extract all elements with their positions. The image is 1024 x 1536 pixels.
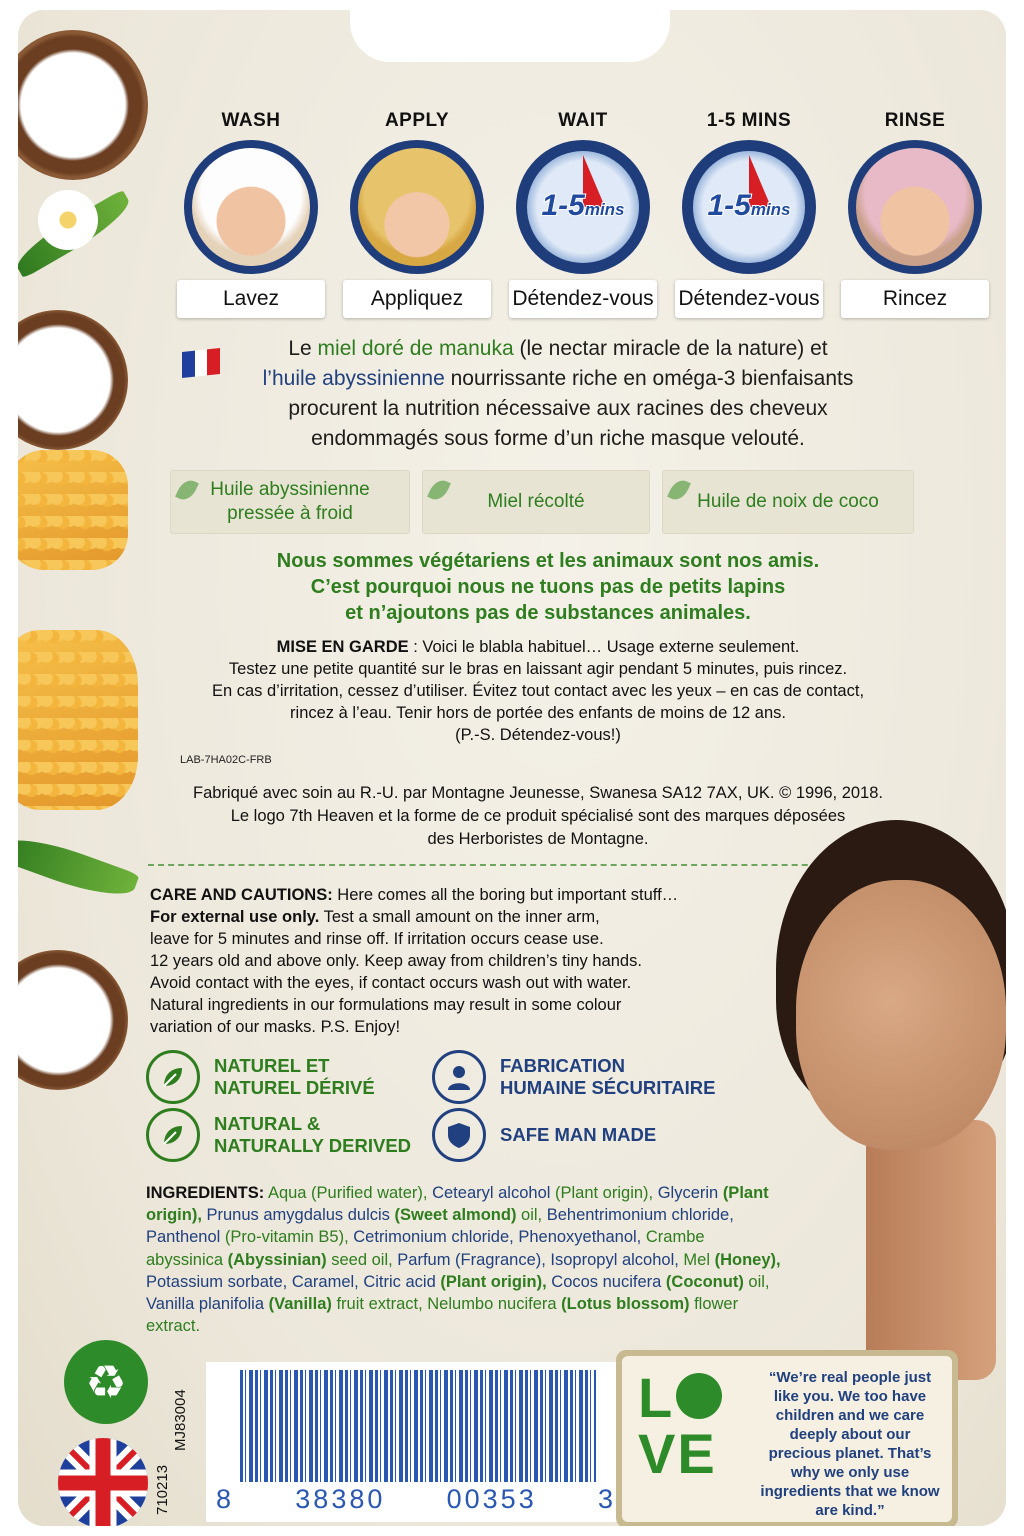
ingredient-text: (Coconut)	[665, 1272, 744, 1291]
leaf-icon	[146, 1108, 200, 1162]
leaf-icon	[146, 1050, 200, 1104]
lab-code: LAB-7HA02C-FRB	[180, 754, 272, 766]
step-heading: RINSE	[884, 110, 946, 131]
ingredient-text: Cocos nucifera	[551, 1272, 666, 1291]
shield-icon	[432, 1108, 486, 1162]
step-wash	[176, 110, 326, 318]
ingredient-text: Vanilla planifolia	[146, 1295, 269, 1314]
ingredient-text: Crambe abyssinica	[146, 1228, 705, 1269]
ingredient-text: oil,	[516, 1206, 543, 1225]
french-caution-text: MISE EN GARDE : Voici le blabla habituel… Usage externe seulement. Testez une petite quantité sur le bras en laissant agir pendant 5 minutes, puis rincez. En cas d’irritation, cessez d’utiliser. Évitez tout contact avec les yeux – en cas de contact, rincez à l’eau. Tenir hors de portée des enfants de moins de 12 ans. (P.-S. Détendez-vous!)	[211, 638, 865, 744]
hang-tab-cutout	[350, 10, 670, 62]
barcode	[206, 1362, 624, 1522]
ingredient-text: flower extract.	[146, 1295, 739, 1336]
timer-text: 1-5mins	[541, 189, 625, 222]
step-label: Rincez	[841, 280, 989, 318]
coconut-image	[18, 30, 148, 180]
step-rinse	[840, 110, 990, 318]
leaf-icon	[427, 477, 451, 504]
step-label: Lavez	[177, 280, 325, 318]
step-heading: APPLY	[384, 110, 450, 131]
badge-safe-man-made: SAFE MAN MADE	[432, 1108, 656, 1162]
ingredient-text: (Plant origin),	[146, 1184, 769, 1225]
ingredient-text: (Plant origin),	[440, 1272, 552, 1291]
step-heading: 1-5 MINS	[706, 110, 792, 131]
step-image	[848, 140, 982, 274]
ingredient-text: Aqua (Purified water),	[264, 1184, 433, 1202]
badge-fabrication: FABRICATION HUMAINE SÉCURITAIRE	[432, 1050, 716, 1104]
ingredient-text: Potassium sorbate, Caramel, Citric acid	[146, 1272, 441, 1291]
ingredient-text: (Lotus blossom)	[561, 1295, 690, 1314]
step-image	[184, 140, 318, 274]
honeycomb-image	[18, 450, 128, 570]
woman-portrait-image	[756, 820, 1006, 1420]
badge-naturel: NATUREL ET NATUREL DÉRIVÉ	[146, 1050, 375, 1104]
barcode-bars	[240, 1370, 596, 1482]
timer-text: 1-5mins	[707, 189, 791, 222]
step-image	[350, 140, 484, 274]
step-label: Détendez-vous	[675, 280, 823, 318]
ingredient-text: Isopropyl alcohol,	[545, 1250, 684, 1269]
person-icon	[432, 1050, 486, 1104]
brand-quote: “We’re real people just like you. We too have children and we care deeply about our precious planet. That’s why we only use ingredients that we know are kind.”	[760, 1369, 940, 1519]
ingredient-text: (Plant origin),	[555, 1184, 654, 1202]
honeycomb-image	[18, 630, 138, 810]
woman-applying-mask-image	[358, 148, 476, 266]
leaf-icon	[667, 477, 691, 504]
step-label: Appliquez	[343, 280, 491, 318]
dashed-divider	[148, 864, 848, 866]
ingredient-text: (Abyssinian)	[227, 1250, 327, 1269]
ingredient-text: Cetrimonium chloride,	[353, 1228, 514, 1247]
step-heading: WAIT	[558, 110, 608, 131]
ingredients-label: INGREDIENTS:	[146, 1184, 265, 1202]
ingredient-text: seed oil,	[326, 1250, 398, 1269]
ingredient-text: Phenoxyethanol,	[513, 1228, 646, 1247]
step-label: Détendez-vous	[509, 280, 657, 318]
coconut-image	[18, 950, 128, 1090]
ingredient-text: Mel	[683, 1250, 715, 1269]
ingredient-text: (Vanilla)	[268, 1295, 332, 1314]
timer-clock-icon	[527, 151, 639, 263]
globe-heart-icon	[676, 1373, 722, 1419]
ingredient-chip: Huile abyssinienne pressée à froid	[170, 470, 410, 534]
product-code: 710213	[154, 1464, 171, 1515]
leaf-image	[18, 827, 140, 907]
ingredient-chip: Huile de noix de coco	[662, 470, 914, 534]
ingredient-text: Behentrimonium chloride, Panthenol	[146, 1206, 734, 1247]
uk-flag-icon	[58, 1438, 148, 1526]
vegetarian-statement: Nous sommes végétariens et les animaux sont nos amis. C’est pourquoi nous ne tuons pas de petits lapins et n’ajoutons pas de substances animales.	[276, 550, 820, 624]
timer-clock-icon	[693, 151, 805, 263]
love-logo: L VE	[638, 1370, 748, 1482]
ingredient-text: (Honey),	[714, 1250, 781, 1269]
love-message-box	[616, 1350, 958, 1526]
ingredients-list	[146, 1182, 786, 1337]
woman-rinsing-hair-image	[856, 148, 974, 266]
step-apply	[342, 110, 492, 318]
product-back-label	[18, 10, 1006, 1526]
step-wait	[508, 110, 658, 318]
ingredient-text: oil,	[743, 1272, 770, 1291]
ingredient-text: Prunus amygdalus dulcis	[206, 1206, 395, 1225]
france-flag-icon	[182, 348, 220, 378]
coconut-image	[18, 310, 128, 450]
frangipani-flower-image	[38, 190, 98, 250]
barcode-digits: 8 38380 00353 3	[216, 1484, 616, 1514]
ingredient-text: Parfum (Fragrance),	[397, 1250, 546, 1269]
woman-washing-hair-image	[192, 148, 310, 266]
ingredient-text: (Pro-vitamin B5),	[224, 1228, 354, 1247]
product-code: MJ83004	[172, 1389, 189, 1451]
manufacturer-text: Fabriqué avec soin au R.-U. par Montagne Jeunesse, Swanesa SA12 7AX, UK. © 1996, 2018. Le logo 7th Heaven et la forme de ce produit spécialisé sont des marques déposées des Herboristes de Montagne.	[193, 784, 883, 848]
ingredient-text: (Sweet almond)	[394, 1206, 517, 1225]
ingredient-text: Cetearyl alcohol	[432, 1184, 555, 1202]
ingredient-text: Glycerin	[653, 1184, 723, 1202]
french-description: Le miel doré de manuka (le nectar miracle de la nature) et l’huile abyssinienne nourrissante riche en oméga-3 bienfaisants procurent la nutrition nécessaive aux racines des cheveux endommagés sous forme d’un riche masque velouté.	[262, 337, 854, 450]
english-caution-text: CARE AND CAUTIONS: Here comes all the boring but important stuff… For external use only. Test a small amount on the inner arm, leave for 5 minutes and rinse off. If irritation occurs cease use. 12 years old and above only. Keep away from children’s tiny hands. Avoid contact with the eyes, if contact occurs wash out with water. Natural ingredients in our formulations may result in some colour variation of our masks. P.S. Enjoy!	[150, 886, 679, 1036]
step-heading: WASH	[221, 110, 281, 131]
leaf-icon	[175, 477, 199, 504]
step-image	[516, 140, 650, 274]
ingredient-text: Nelumbo nucifera	[422, 1295, 562, 1314]
step-image	[682, 140, 816, 274]
recycle-icon: ♻	[64, 1340, 148, 1424]
ingredient-chip: Miel récolté	[422, 470, 650, 534]
product-codes	[150, 1365, 189, 1515]
badge-natural: NATURAL & NATURALLY DERIVED	[146, 1108, 411, 1162]
step-1-5-mins	[674, 110, 824, 318]
ingredient-text: fruit extract,	[331, 1295, 423, 1314]
